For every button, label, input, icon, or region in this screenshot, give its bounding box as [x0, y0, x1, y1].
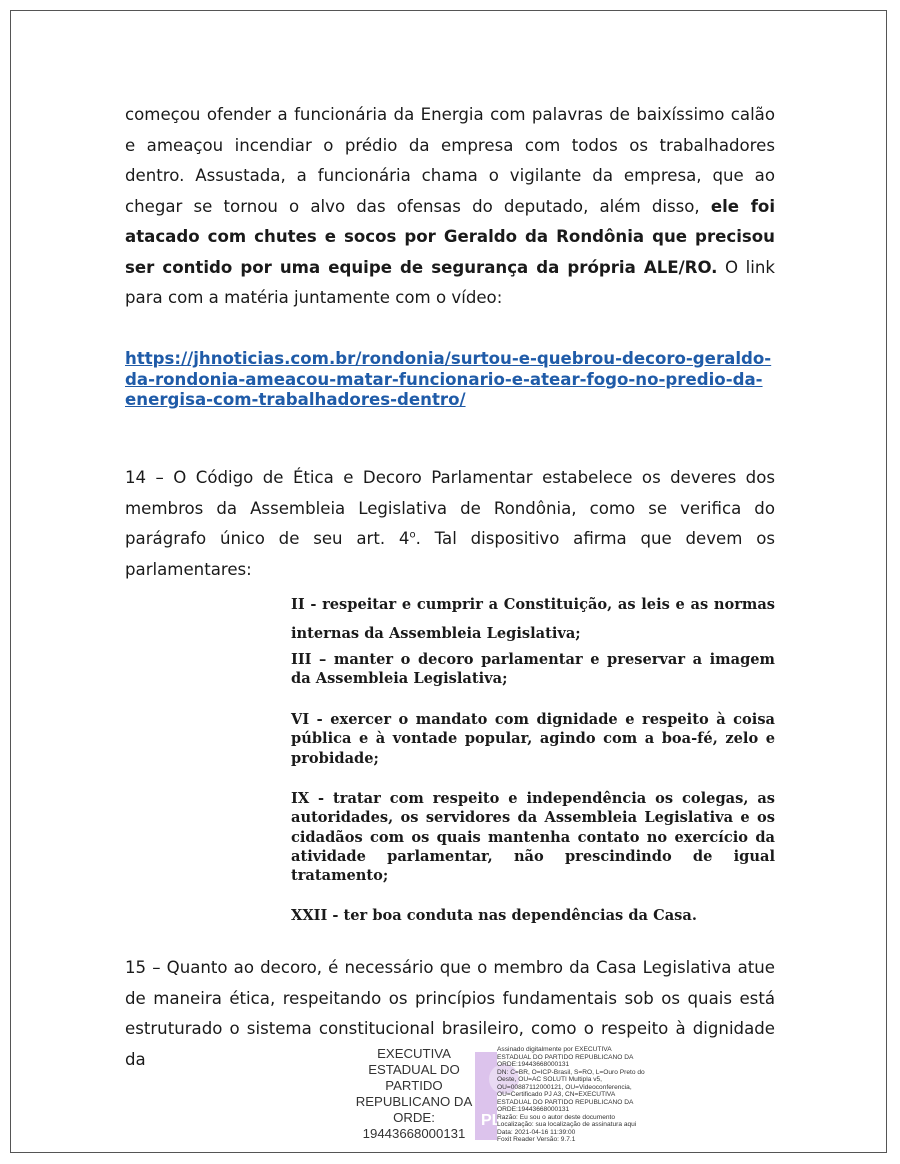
- signature-detail-line: Oeste, OU=AC SOLUTI Multipla v5,: [497, 1076, 602, 1083]
- signature-detail-line: OU=Certificado PJ A3, CN=EXECUTIVA: [497, 1091, 616, 1098]
- p14-superscript: o: [409, 529, 416, 541]
- signature-signer-name: [350, 1046, 478, 1141]
- intro-text-1: começou ofender a funcionária da Energia com palavras de baixíssimo calão e ameaçou incendiar o prédio da empresa com todos os trabalhadores dentro. Assustada, a funcionária chama o vigilante da empresa, que ao chegar se tornou o alvo das ofensas do deputado, além disso,: [125, 105, 775, 216]
- signature-detail-line: ESTADUAL DO PARTIDO REPUBLICANO DA: [497, 1053, 634, 1061]
- quote-text: VI - exercer o mandato com dignidade e respeito à coisa pública e à vontade popular, agindo com a boa-fé, zelo e probidade;: [291, 711, 775, 767]
- news-link-line-1[interactable]: https://jhnoticias.com.br/rondonia/surtou-e-quebrou-decoro-geraldo-: [125, 349, 772, 368]
- signature-details: [497, 1046, 657, 1144]
- signature-detail-line: Foxit Reader Versão: 9.7.1: [497, 1136, 576, 1143]
- signature-detail-line: Assinado digitalmente por EXECUTIVA: [497, 1046, 612, 1053]
- signer-name-line: ESTADUAL DO: [368, 1061, 460, 1077]
- signature-detail-line: Data: 2021-04-16 11:39:00: [497, 1128, 576, 1136]
- paragraph-14: [125, 463, 775, 585]
- signature-logo-text: PL: [481, 1112, 502, 1129]
- quote-text: II - respeitar e cumprir a Constituição, as leis e as normas internas da Assembleia Legislativa;: [291, 596, 775, 642]
- signer-name-line: EXECUTIVA: [377, 1046, 451, 1061]
- quote-text: XXII - ter boa conduta nas dependências da Casa.: [291, 907, 697, 924]
- signer-name-line: ORDE:: [393, 1109, 435, 1125]
- signer-name-line: 19443668000131: [362, 1125, 466, 1141]
- news-link-line-2[interactable]: da-rondonia-ameacou-matar-funcionario-e-atear-fogo-no-predio-da-: [125, 369, 763, 389]
- quote-item-xxii: [291, 906, 775, 925]
- p14-text: 14 – O Código de Ética e Decoro Parlamentar estabelece os deveres dos membros da Assembleia Legislativa de Rondônia, como se verifica do parágrafo único de seu art. 4: [125, 468, 775, 548]
- signature-detail-line: OU=00887112000121, OU=Videoconferencia,: [497, 1083, 632, 1091]
- intro-bold-text: ele foi atacado com chutes e socos por Geraldo da Rondônia que precisou ser contido por uma equipe de segurança da própria ALE/RO.: [125, 196, 776, 277]
- signature-detail-line: ORDE:19443668000131: [497, 1061, 570, 1068]
- signature-detail-line: Razão: Eu sou o autor deste documento: [497, 1113, 616, 1121]
- paragraph-intro: [125, 100, 775, 314]
- quote-item-ix: [291, 789, 775, 885]
- quote-item-iii: [291, 650, 775, 689]
- news-link-line-3[interactable]: energisa-com-trabalhadores-dentro/: [125, 390, 466, 409]
- signature-detail-line: Localização: sua localização de assinatura aqui: [497, 1121, 637, 1128]
- quote-text: III – manter o decoro parlamentar e preservar a imagem da Assembleia Legislativa;: [291, 651, 775, 688]
- p15-text: 15 – Quanto ao decoro, é necessário que o membro da Casa Legislativa atue de maneira ética, respeitando os princípios fundamentais sob os quais está estruturado o sistema constitucional brasileiro, como o respeito à dignidade da: [125, 958, 775, 1069]
- quote-item-ii: [291, 590, 775, 648]
- quote-item-vi: [291, 710, 775, 768]
- signature-detail-line: ESTADUAL DO PARTIDO REPUBLICANO DA: [497, 1098, 634, 1106]
- p14-text-after: . Tal dispositivo afirma que devem os parlamentares:: [125, 529, 775, 579]
- signature-detail-line: ORDE:19443668000131: [497, 1106, 570, 1113]
- quote-text: IX - tratar com respeito e independência os colegas, as autoridades, os servidores da Assembleia Legislativa e os cidadãos com os quais mantenha contato no exercício da atividade parlamentar, não prescindindo de igual tratamento;: [291, 790, 775, 885]
- signature-detail-line: DN: C=BR, O=ICP-Brasil, S=RO, L=Ouro Preto do: [497, 1068, 645, 1076]
- signer-name-line: REPUBLICANO DA: [355, 1093, 473, 1109]
- intro-text-2: O link para com a matéria juntamente com o vídeo:: [125, 257, 775, 307]
- news-link[interactable]: [125, 349, 775, 411]
- signer-name-line: PARTIDO: [385, 1077, 443, 1093]
